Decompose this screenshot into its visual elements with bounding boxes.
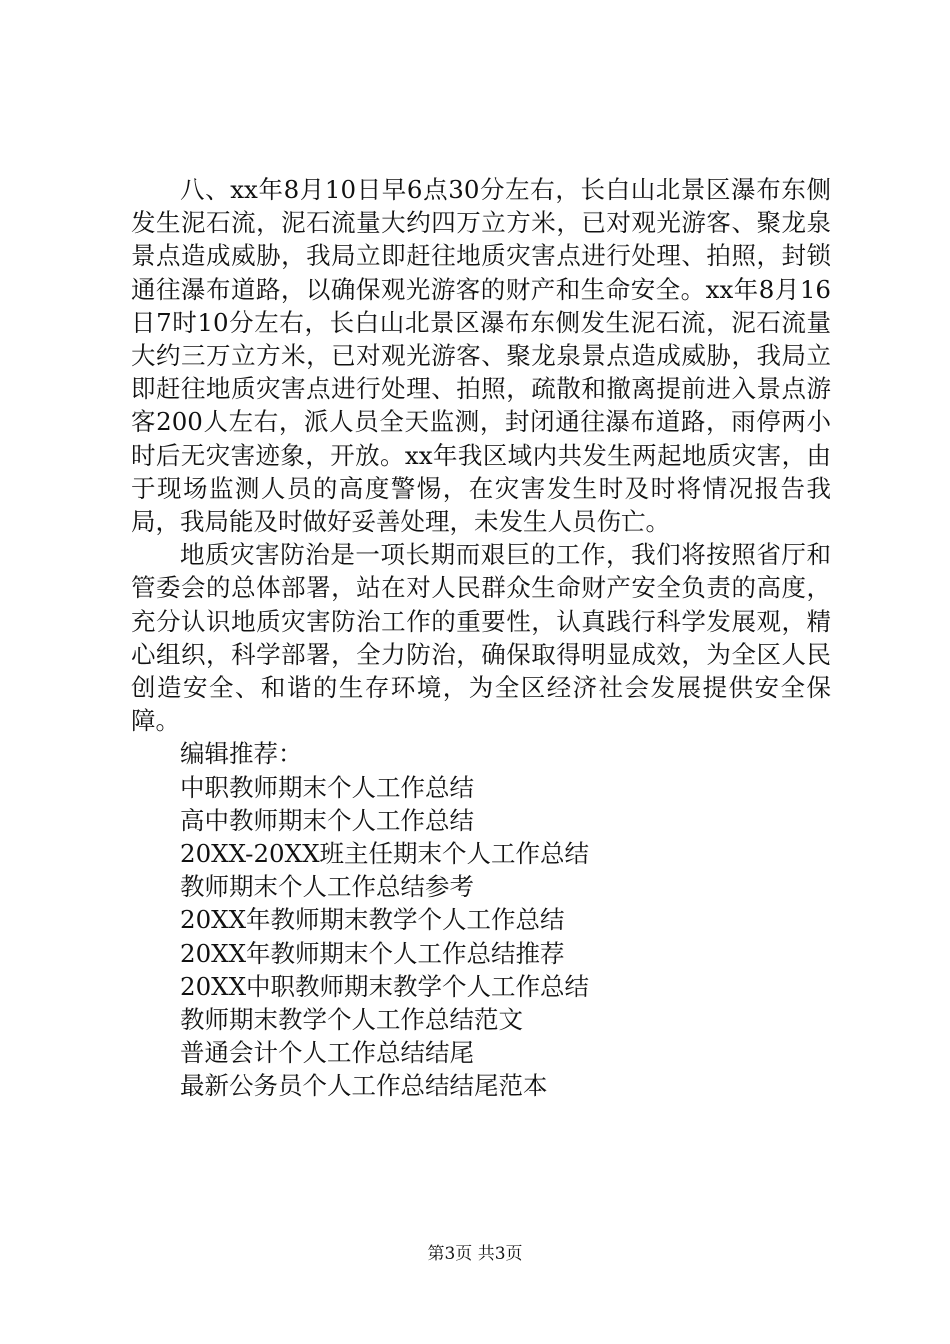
recommend-link[interactable]: 高中教师期末个人工作总结 (180, 805, 474, 835)
recommend-link[interactable]: 20XX-20XX班主任期末个人工作总结 (180, 839, 590, 869)
document-body (131, 173, 831, 1103)
recommend-link[interactable]: 20XX年教师期末个人工作总结推荐 (180, 938, 565, 968)
recommend-link[interactable]: 教师期末教学个人工作总结范文 (180, 1005, 523, 1035)
paragraph-prevention-summary: 地质灾害防治是一项长期而艰巨的工作，我们将按照省厅和管委会的总体部署，站在对人民群众生命财产安全负责的高度，充分认识地质灾害防治工作的重要性，认真践行科学发展观，精心组织，科学部署，全力防治，确保取得明显成效，为全区人民创造安全、和谐的生存环境，为全区经济社会发展提供安全保障。 (131, 540, 831, 736)
recommend-link[interactable]: 教师期末个人工作总结参考 (180, 872, 474, 902)
paragraph-disaster-events: 八、xx年8月10日早6点30分左右，长白山北景区瀑布东侧发生泥石流，泥石流量大约四万立方米，已对观光游客、聚龙泉景点造成威胁，我局立即赶往地质灾害点进行处理、拍照，封锁通往瀑布道路，以确保观光游客的财产和生命安全。xx年8月16日7时10分左右，长白山北景区瀑布东侧发生泥石流，泥石流量大约三万立方米，已对观光游客、聚龙泉景点造成威胁，我局立即赶往地质灾害点进行处理、拍照，疏散和撤离提前进入景点游客200人左右，派人员全天监测，封闭通往瀑布道路，雨停两小时后无灾害迹象，开放。xx年我区域内共发生两起地质灾害，由于现场监测人员的高度警惕，在灾害发生时及时将情况报告我局，我局能及时做好妥善处理，未发生人员伤亡。 (131, 175, 831, 537)
recommend-link[interactable]: 20XX中职教师期末教学个人工作总结 (180, 971, 590, 1001)
page-footer (0, 1244, 950, 1264)
recommend-heading: 编辑推荐： (180, 739, 303, 769)
recommend-list (131, 771, 831, 1103)
recommend-link[interactable]: 中职教师期末个人工作总结 (180, 772, 474, 802)
recommend-link[interactable]: 普通会计个人工作总结结尾 (180, 1038, 474, 1068)
page-number-label: 第3页 共3页 (427, 1244, 523, 1264)
recommend-link[interactable]: 20XX年教师期末教学个人工作总结 (180, 905, 565, 935)
recommend-link[interactable]: 最新公务员个人工作总结结尾范本 (180, 1071, 548, 1101)
